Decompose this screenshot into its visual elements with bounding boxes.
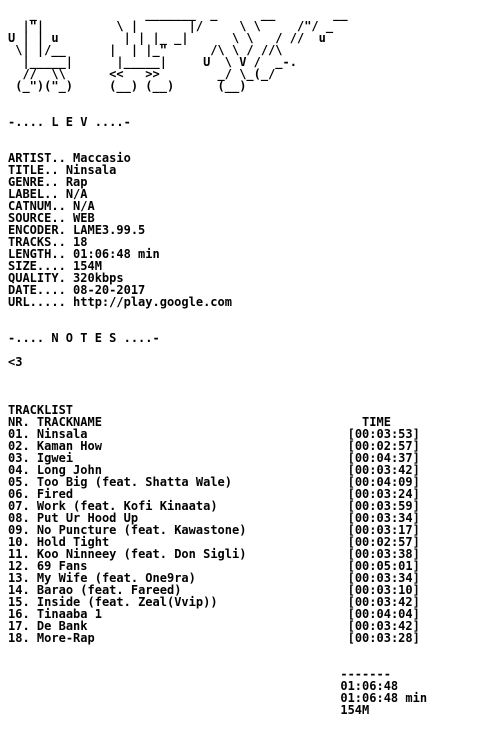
track-number: 01. bbox=[8, 427, 30, 441]
blank-line bbox=[8, 644, 427, 656]
track-time: [00:03:28] bbox=[347, 631, 420, 645]
ascii-logo-art: _ _______ _ __ __ bbox=[8, 7, 348, 21]
track-time: [00:02:57] bbox=[347, 439, 420, 453]
track-number: 04. bbox=[8, 463, 30, 477]
track-number: 16. bbox=[8, 607, 30, 621]
ascii-logo-art: \| |/__ | | |_" /\ \ / //\ bbox=[8, 43, 283, 57]
info-value: 01:06:48 min bbox=[73, 247, 160, 261]
track-time: [00:03:42] bbox=[347, 595, 420, 609]
blank-line bbox=[8, 308, 427, 320]
track-time: [00:03:34] bbox=[347, 571, 420, 585]
info-value: N/A bbox=[65, 187, 88, 201]
info-value: http://play.google.com bbox=[73, 295, 232, 309]
ascii-logo-art: // \\ << >> _/ \_(_/ bbox=[8, 67, 276, 81]
section-header bbox=[8, 332, 427, 344]
track-name: Inside (feat. Zeal(Vvip)) bbox=[36, 595, 218, 609]
track-name: My Wife (feat. One9ra) bbox=[36, 571, 196, 585]
info-label: ARTIST.. bbox=[8, 151, 66, 165]
ascii-logo-art: |_____| |_____| U \ V / _-. bbox=[8, 55, 297, 69]
track-name: Work (feat. Kofi Kinaata) bbox=[36, 499, 218, 513]
track-name: Barao (feat. Fareed) bbox=[36, 583, 182, 597]
info-label: URL..... bbox=[8, 295, 66, 309]
track-number: 14. bbox=[8, 583, 30, 597]
notes-header-title: -.... N O T E S ....- bbox=[8, 331, 160, 345]
track-number: 10. bbox=[8, 535, 30, 549]
notes-line bbox=[8, 356, 427, 368]
track-number: 15. bbox=[8, 595, 30, 609]
blank-line bbox=[8, 380, 427, 392]
track-name: Put Ur Hood Up bbox=[36, 511, 139, 525]
info-label: DATE.... bbox=[8, 283, 66, 297]
notes-text: <3 bbox=[8, 355, 23, 369]
info-label: GENRE.. bbox=[8, 175, 59, 189]
info-label: CATNUM.. bbox=[8, 199, 66, 213]
info-label: ENCODER. bbox=[8, 223, 66, 237]
info-value: WEB bbox=[73, 211, 95, 225]
track-name: Fired bbox=[36, 487, 74, 501]
info-value: 18 bbox=[73, 235, 88, 249]
track-number: 03. bbox=[8, 451, 30, 465]
ascii-logo-line bbox=[8, 80, 427, 92]
track-header-name: TRACKNAME bbox=[36, 415, 102, 429]
tracklist-title: TRACKLIST bbox=[8, 403, 74, 417]
info-label: LENGTH.. bbox=[8, 247, 66, 261]
info-row bbox=[8, 296, 427, 308]
footer-total-size: 154M bbox=[340, 703, 370, 717]
track-time: [00:03:42] bbox=[347, 463, 420, 477]
track-time: [00:03:34] bbox=[347, 511, 420, 525]
track-number: 17. bbox=[8, 619, 30, 633]
track-number: 12. bbox=[8, 559, 30, 573]
info-value: N/A bbox=[73, 199, 95, 213]
blank-line bbox=[8, 128, 427, 140]
track-time: [00:03:42] bbox=[347, 619, 420, 633]
info-value: Rap bbox=[65, 175, 88, 189]
track-name: Ninsala bbox=[36, 427, 88, 441]
track-name: Igwei bbox=[36, 451, 74, 465]
track-row bbox=[8, 632, 427, 644]
info-label: LABEL.. bbox=[8, 187, 59, 201]
blank-line bbox=[8, 344, 427, 356]
info-label: QUALITY. bbox=[8, 271, 66, 285]
blank-line bbox=[8, 368, 427, 380]
ascii-logo-art: (_")("_) (__) (__) (__) bbox=[8, 79, 247, 93]
track-time: [00:04:37] bbox=[347, 451, 420, 465]
track-number: 06. bbox=[8, 487, 30, 501]
info-value: LAME3.99.5 bbox=[73, 223, 146, 237]
track-time: [00:02:57] bbox=[347, 535, 420, 549]
footer-total-time: 01:06:48 bbox=[340, 679, 399, 693]
info-label: SOURCE.. bbox=[8, 211, 66, 225]
track-number: 09. bbox=[8, 523, 30, 537]
info-value: Maccasio bbox=[73, 151, 131, 165]
track-time: [00:03:17] bbox=[347, 523, 420, 537]
nfo-document bbox=[8, 8, 427, 716]
track-number: 02. bbox=[8, 439, 30, 453]
release-header-title: -.... L E V ....- bbox=[8, 115, 131, 129]
track-number: 18. bbox=[8, 631, 30, 645]
track-time: [00:03:10] bbox=[347, 583, 420, 597]
track-name: More-Rap bbox=[36, 631, 95, 645]
track-name: Koo Ninneey (feat. Don Sigli) bbox=[36, 547, 247, 561]
info-label: SIZE.... bbox=[8, 259, 66, 273]
footer-line bbox=[8, 704, 427, 716]
track-time: [00:03:38] bbox=[347, 547, 420, 561]
ascii-logo-art: U | | u | | |_ _| \ \ / // u bbox=[8, 31, 326, 45]
track-name: De Bank bbox=[36, 619, 88, 633]
track-time: [00:04:04] bbox=[347, 607, 420, 621]
info-label: TRACKS.. bbox=[8, 235, 66, 249]
info-value: 08-20-2017 bbox=[73, 283, 146, 297]
track-number: 13. bbox=[8, 571, 30, 585]
footer-total-length: 01:06:48 min bbox=[340, 691, 428, 705]
track-name: Too Big (feat. Shatta Wale) bbox=[36, 475, 232, 489]
section-header bbox=[8, 116, 427, 128]
track-time: [00:03:24] bbox=[347, 487, 420, 501]
track-number: 07. bbox=[8, 499, 30, 513]
info-value: 320kbps bbox=[73, 271, 124, 285]
track-name: 69 Fans bbox=[36, 559, 88, 573]
track-number: 05. bbox=[8, 475, 30, 489]
track-name: Long John bbox=[36, 463, 102, 477]
track-time: [00:05:01] bbox=[347, 559, 420, 573]
track-header-nr: NR. bbox=[8, 415, 30, 429]
track-time: [00:03:59] bbox=[347, 499, 420, 513]
track-number: 11. bbox=[8, 547, 30, 561]
track-name: No Puncture (feat. Kawastone) bbox=[36, 523, 247, 537]
track-number: 08. bbox=[8, 511, 30, 525]
blank-line bbox=[8, 92, 427, 104]
track-name: Tinaaba 1 bbox=[36, 607, 102, 621]
ascii-logo-art: |"| \ | |/ \ \ /"/ _ bbox=[8, 19, 334, 33]
track-header-time: TIME bbox=[362, 415, 391, 429]
track-name: Hold Tight bbox=[36, 535, 110, 549]
info-value: Ninsala bbox=[65, 163, 117, 177]
track-name: Kaman How bbox=[36, 439, 102, 453]
track-time: [00:03:53] bbox=[347, 427, 420, 441]
track-time: [00:04:09] bbox=[347, 475, 420, 489]
info-label: TITLE.. bbox=[8, 163, 59, 177]
footer-divider: ------- bbox=[340, 667, 391, 681]
info-value: 154M bbox=[73, 259, 102, 273]
